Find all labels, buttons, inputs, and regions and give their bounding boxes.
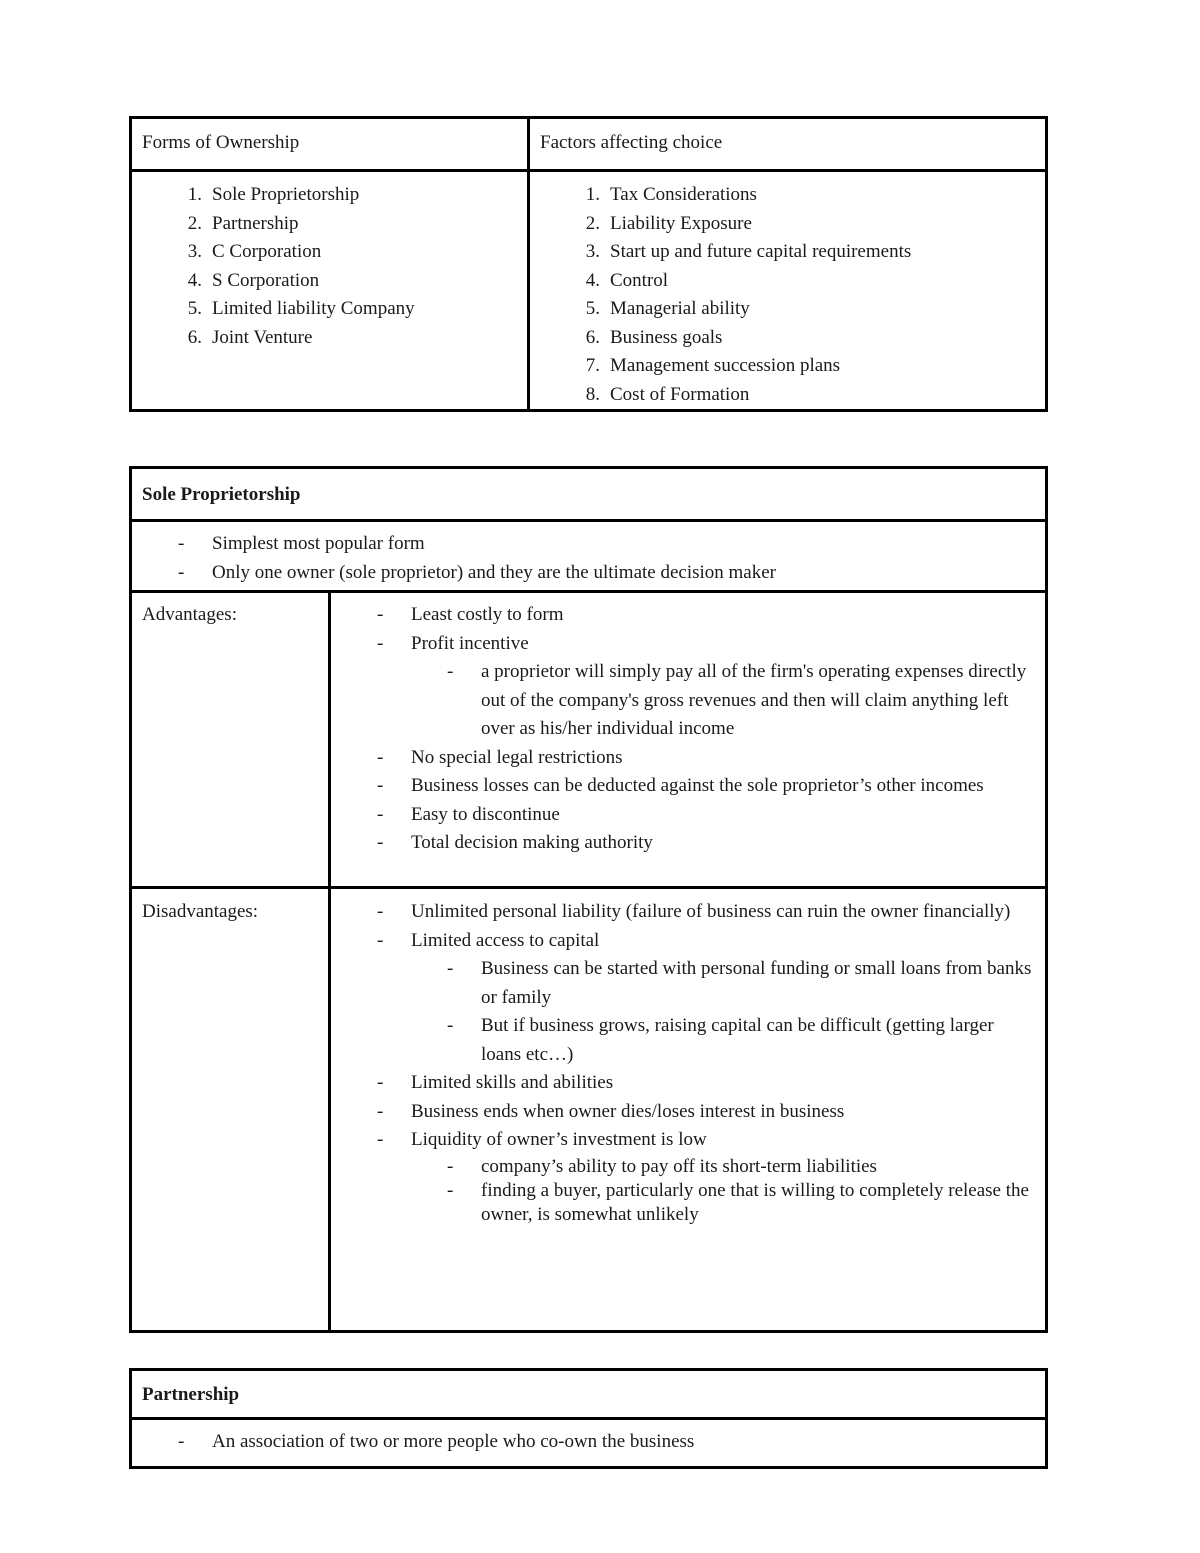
list-item: 4. S Corporation: [187, 269, 320, 291]
factors-header: Factors affecting choice: [529, 118, 1047, 171]
list-item: - Business can be started with personal funding or small loans from banks or family: [447, 958, 1032, 1008]
list-item: 1. Tax Considerations: [585, 184, 757, 205]
advantages-list: [341, 601, 1035, 858]
list-item: 3. C Corporation: [187, 241, 322, 262]
disadvantages-label: Disadvantages:: [131, 888, 330, 1332]
list-item: 7. Management succession plans: [585, 355, 841, 376]
list-item: - Profit incentive - a proprietor will simply pay all of the firm's operating expenses directly out of the company's gross revenues and then will claim anything left over as his/her individual income: [341, 630, 1035, 744]
intro-list: [142, 1428, 1035, 1457]
factors-list: [540, 181, 1035, 409]
intro-cell: [131, 521, 1047, 592]
factors-cell: [529, 171, 1047, 411]
list-item: - Limited access to capital - Business can be started with personal funding or small loans from banks or family - But if business grows, raising capital can be difficult (getting larger loans etc…): [341, 927, 1035, 1070]
list-item: - Business ends when owner dies/loses interest in business: [377, 1100, 845, 1122]
list-item: 6. Joint Venture: [187, 326, 313, 348]
sub-list: [411, 955, 1035, 1069]
disadvantages-list: [341, 898, 1035, 1227]
list-item: - company’s ability to pay off its short-term liabilities: [447, 1155, 877, 1177]
advantages-cell: [330, 592, 1047, 888]
list-item: - Liquidity of owner’s investment is low - company’s ability to pay off its short-term liabilities - finding a buyer, particularly one that is willing to completely release the owner, is somewhat unlikely: [341, 1126, 1035, 1227]
list-item: - Total decision making authority: [377, 832, 653, 853]
list-item: - finding a buyer, particularly one that is willing to completely release the owner, is somewhat unlikely: [447, 1179, 1029, 1225]
list-item: - Simplest most popular form: [178, 533, 425, 554]
list-item: 5. Managerial ability: [585, 298, 750, 319]
list-item: 6. Business goals: [585, 326, 723, 348]
list-item: - Unlimited personal liability (failure of business can ruin the owner financially): [377, 901, 1011, 922]
intro-list: [142, 530, 1035, 587]
list-item: 2. Partnership: [187, 212, 299, 234]
list-item: - Least costly to form: [377, 604, 564, 625]
partnership-table: [129, 1368, 1048, 1469]
intro-cell: [131, 1419, 1047, 1468]
list-item: - Limited skills and abilities: [377, 1072, 614, 1093]
section-title: Sole Proprietorship: [131, 468, 1047, 521]
ownership-table: [129, 116, 1048, 412]
sub-list: [411, 1155, 1035, 1227]
list-item: - An association of two or more people who co-own the business: [178, 1431, 695, 1452]
forms-header: Forms of Ownership: [131, 118, 529, 171]
sole-proprietorship-table: [129, 466, 1048, 1333]
forms-cell: [131, 171, 529, 411]
list-item: - But if business grows, raising capital can be difficult (getting larger loans etc…): [447, 1015, 994, 1065]
list-item: 8. Cost of Formation: [585, 383, 750, 405]
list-item: - No special legal restrictions: [377, 746, 623, 768]
list-item: - a proprietor will simply pay all of the firm's operating expenses directly out of the company's gross revenues and then will claim anything left over as his/her individual income: [447, 661, 1027, 739]
disadvantages-cell: [330, 888, 1047, 1332]
advantages-label: Advantages:: [131, 592, 330, 888]
list-item: 4. Control: [585, 269, 669, 291]
list-item: 3. Start up and future capital requirements: [585, 241, 912, 262]
list-item: 5. Limited liability Company: [187, 298, 415, 319]
list-item: 1. Sole Proprietorship: [187, 184, 360, 205]
section-title: Partnership: [131, 1370, 1047, 1419]
list-item: - Easy to discontinue: [377, 803, 560, 825]
forms-list: [142, 181, 517, 352]
sub-list: [411, 658, 1035, 744]
list-item: - Business losses can be deducted against the sole proprietor’s other incomes: [377, 775, 984, 796]
list-item: 2. Liability Exposure: [585, 212, 752, 234]
list-item: - Only one owner (sole proprietor) and they are the ultimate decision maker: [178, 561, 776, 583]
